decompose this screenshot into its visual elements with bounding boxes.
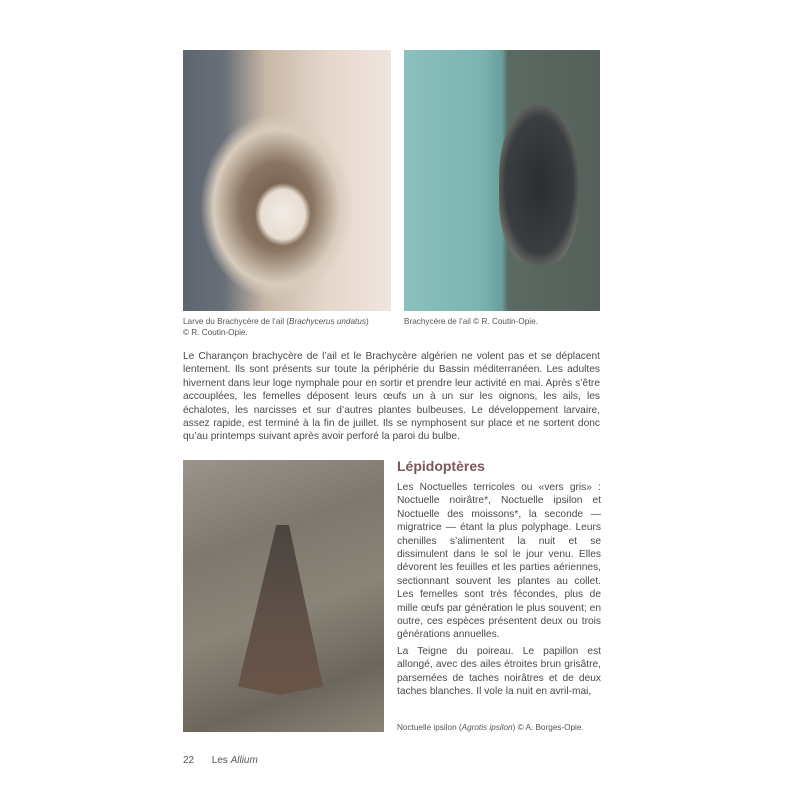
photo-weevil — [404, 50, 600, 311]
caption-larva-species: Brachycerus undatus — [289, 317, 366, 326]
intro-paragraph-text: Le Charançon brachycère de l’ail et le Brachycère algérien ne volent pas et se déplacent lentement. Ils sont présents sur toute la périphérie du Bassin méditerranéen. Les adultes hivernent dans leur loge nymphale pour en sortir et prendre leur activité en mai. Après s’être accouplées, les femelles déposent leurs œufs un à un sur les oignons, les ails, les échalotes, les narcisses et sur d’autres plantes bulbeuses. Le développement larvaire, assez rapide, est terminé à la fin de juillet. Ils se nymphosent sur place et ne sortent donc qu’au printemps suivant après avoir perforé la paroi du bulbe. — [183, 351, 600, 443]
caption-larva-credit: © R. Coutin-Opie. — [183, 328, 248, 337]
photo-larva-in-bulb — [183, 50, 391, 311]
section-paragraph-2: La Teigne du poireau. Le papillon est allongé, avec des ailes étroites brun grisâtre, parsemées de taches noirâtres et de deux taches blanches. Il vole la nuit en avril-mai, — [397, 645, 601, 698]
section-heading: Lépidoptères — [397, 458, 485, 474]
section-body — [397, 481, 601, 699]
caption-weevil: Brachycère de l’ail © R. Coutin-Opie. — [404, 317, 538, 326]
moth-shape — [238, 525, 323, 695]
caption-larva-text: Larve du Brachycère de l’ail ( — [183, 317, 290, 326]
weevil-shape — [499, 105, 579, 265]
intro-paragraph — [183, 350, 600, 444]
section-paragraph-1: Les Noctuelles terricoles ou «vers gris» : Noctuelle noirâtre*, Noctuelle ipsilon et Noctuelle des moissons*, la seconde — migratrice — étant la plus polyphage. Leurs chenilles s’alimentent la nuit et se dissimulent dans le sol le jour venu. Elles dévorent les feuilles et les parties aériennes, sectionnant souvent les plantes au collet. Les femelles sont très fécondes, plus de mille œufs par génération le plus souvent; en outre, ces espèces présentent deux ou trois générations annuelles. — [397, 482, 601, 641]
caption-larva — [183, 316, 393, 338]
page-footer — [183, 755, 258, 766]
caption-moth-text: Noctuelle ipsilon ( — [397, 723, 462, 732]
caption-moth-species: Agrotis ipsilon — [461, 723, 513, 732]
photo-moth — [183, 460, 384, 732]
caption-larva-suffix: ) — [365, 317, 369, 326]
caption-moth-credit: ) © A. Borges-Opie. — [512, 723, 584, 732]
running-title-italic: Allium — [230, 755, 258, 766]
caption-moth — [397, 722, 607, 733]
running-title: Les — [211, 755, 231, 766]
page-number: 22 — [183, 755, 195, 766]
